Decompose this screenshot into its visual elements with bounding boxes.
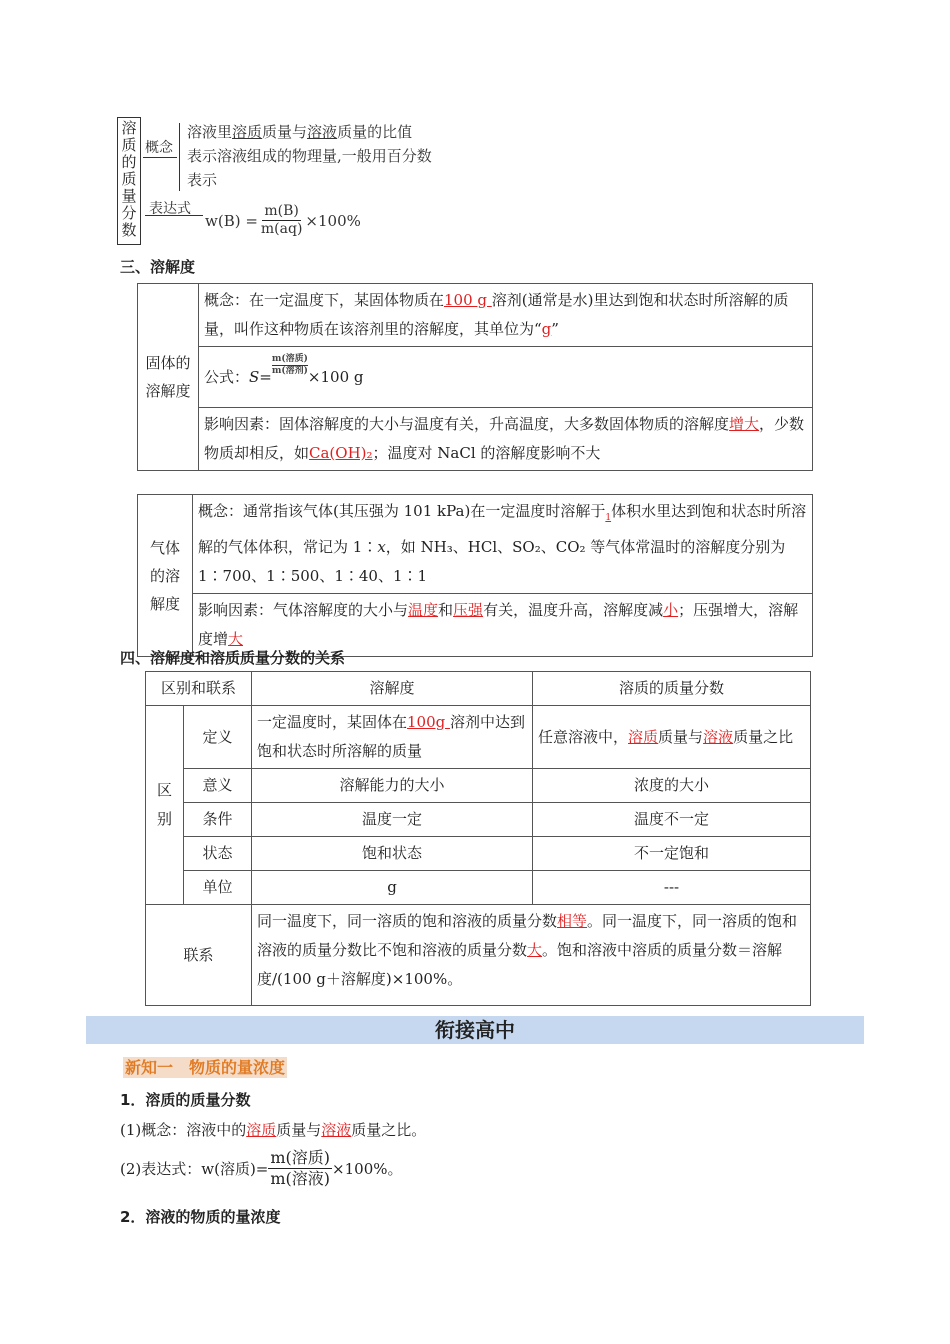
gas-label: 气体的溶解度 xyxy=(138,495,193,657)
new-knowledge-tag: 新知一 物质的量浓度 xyxy=(125,1058,286,1077)
row-mass-fraction: 不一定饱和 xyxy=(533,837,811,871)
gas-factors: 影响因素：气体溶解度的大小与温度和压强有关，温度升高，溶解度减小；压强增大，溶解度增大 xyxy=(193,594,813,657)
diagram-vertical-char: 分 xyxy=(121,204,137,222)
link-text: 同一温度下，同一溶质的饱和溶液的质量分数相等。同一温度下，同一溶质的饱和溶液的质量分数比不饱和溶液的质量分数大。饱和溶液中溶质的质量分数＝溶解度/(100 g＋溶解度)×100%。 xyxy=(252,905,811,1006)
row-mass-fraction: 温度不一定 xyxy=(533,803,811,837)
diagram-brace xyxy=(179,123,186,191)
row-solubility: g xyxy=(252,871,533,905)
section4-title: 四、溶解度和溶质质量分数的关系 xyxy=(120,649,346,667)
bridge-formula-line: (2)表达式：w(溶质)= $\frac{\text{m(溶质)}}{\text{m(溶液)}}$ ×100%。 xyxy=(120,1148,403,1188)
diagram-vertical-char: 质 xyxy=(121,136,137,154)
row-label: 意义 xyxy=(184,769,252,803)
diagram-vertical-char: 溶 xyxy=(121,119,137,137)
def-solubility: 一定温度时，某固体在100g 溶剂中达到饱和状态时所溶解的质量 xyxy=(252,706,533,769)
diagram-vertical-label xyxy=(118,118,140,239)
solid-label: 固体的溶解度 xyxy=(138,284,199,471)
solid-formula: 公式：S= m(溶质) m(溶剂) ×100 g xyxy=(199,347,813,408)
diagram-formula-arrow xyxy=(145,215,203,216)
diagram-formula-label: 表达式 xyxy=(149,201,191,217)
def-label: 定义 xyxy=(184,706,252,769)
diff-label: 区别 xyxy=(146,706,184,905)
diagram-vertical-char: 数 xyxy=(121,221,137,239)
bridge-heading-2: 2．溶液的物质的量浓度 xyxy=(120,1208,281,1226)
row-label: 单位 xyxy=(184,871,252,905)
diagram-concept-label: 概念 xyxy=(145,140,173,156)
row-label: 状态 xyxy=(184,837,252,871)
diagram-vertical-char: 量 xyxy=(121,187,137,205)
def-mass-fraction: 任意溶液中，溶质质量与溶液质量之比 xyxy=(533,706,811,769)
gas-concept: 概念：通常指该气体(其压强为 101 kPa)在一定温度时溶解于$_1$体积水里达到饱和状态时所溶解的气体体积，常记为 1∶x，如 NH₃、HCl、SO₂、CO₂ 等气体常温时的溶解度分别为 1∶700、1∶500、1∶40、1∶1 xyxy=(193,495,813,594)
header-relation: 区别和联系 xyxy=(146,672,252,706)
bridge-banner: 衔接高中 xyxy=(86,1016,864,1044)
bridge-concept-line: (1)概念：溶液中的溶质质量与溶液质量之比。 xyxy=(120,1121,427,1139)
bridge-formula-fraction: $\frac{\text{m(溶质)}}{\text{m(溶液)}}$ xyxy=(270,1148,331,1188)
row-solubility: 溶解能力的大小 xyxy=(252,769,533,803)
header-solubility: 溶解度 xyxy=(252,672,533,706)
row-mass-fraction: --- xyxy=(533,871,811,905)
link-label: 联系 xyxy=(146,905,252,1006)
diagram-concept-text: 溶液里溶质质量与溶液质量的比值 表示溶液组成的物理量,一般用百分数 表示 xyxy=(187,123,432,189)
solid-solubility-table xyxy=(137,283,813,471)
diagram-vertical-char: 质 xyxy=(121,170,137,188)
row-solubility: 温度一定 xyxy=(252,803,533,837)
solid-concept: 概念：在一定温度下，某固体物质在100 g 溶剂(通常是水)里达到饱和状态时所溶解的质量，叫作这种物质在该溶剂里的溶解度，其单位为“g” xyxy=(199,284,813,347)
header-mass-fraction: 溶质的质量分数 xyxy=(533,672,811,706)
bridge-heading-1: 1．溶质的质量分数 xyxy=(120,1091,251,1109)
relation-table xyxy=(145,671,811,1006)
row-mass-fraction: 浓度的大小 xyxy=(533,769,811,803)
diagram-vertical-char: 的 xyxy=(121,153,137,171)
solid-factors: 影响因素：固体溶解度的大小与温度有关，升高温度，大多数固体物质的溶解度增大，少数物质却相反，如Ca(OH)₂；温度对 NaCl 的溶解度影响不大 xyxy=(199,408,813,471)
diagram-arrow xyxy=(143,157,177,158)
mass-fraction-diagram xyxy=(115,115,485,250)
row-solubility: 饱和状态 xyxy=(252,837,533,871)
row-label: 条件 xyxy=(184,803,252,837)
diagram-formula: w(B) = $\frac{m(B)}{m(aq)}$ ×100% xyxy=(205,203,361,237)
gas-solubility-table xyxy=(137,494,813,657)
section3-title: 三、溶解度 xyxy=(120,258,196,276)
diagram-vertical-box xyxy=(117,117,141,245)
